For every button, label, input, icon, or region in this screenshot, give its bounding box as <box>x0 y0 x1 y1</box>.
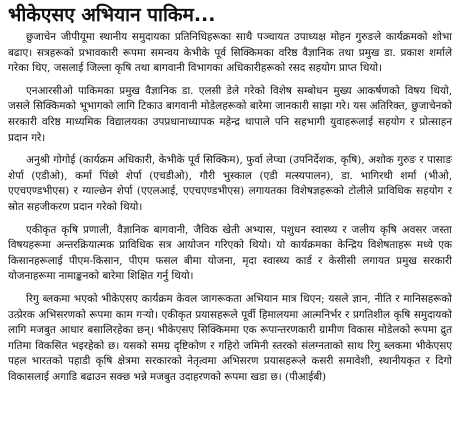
article-paragraph-4: एकीकृत कृषि प्रणाली, वैज्ञानिक बागवानी, जैविक खेती अभ्यास, पशुधन स्वास्थ्य र जलीय कृषि अवसर जस्ता विषयहरूमा अन्तरक्रियात्मक प्राविधिक सत्र आयोजन गरिएको थियो। यो कार्यक्रमका केन्द्रिय विशेषताहरू मध्ये एक किसानहरूलाई पीएम-किसान, पीएम फसल बीमा योजना, मृदा स्वास्थ्य कार्ड र केसीसी लगायत प्रमुख सरकारी योजनाहरूमा नामाङ्कनको बारेमा शिक्षित गर्नु थियो। <box>8 223 452 283</box>
article-paragraph-3: अनुश्री गोगोई (कार्यक्रम अधिकारी, केभीके पूर्व सिक्किम), फुर्वा लेप्चा (उपनिर्देशक, कृषि), अशोक गुरुङ र पासाङ शेर्पा (एडीओ), कर्मा पिंछो शेर्पा (एचडीओ), गौरी भुस्काल (एडी मत्स्यपालन), डा. भागिरथी शर्मा (भीओ, एएचएण्डभीएस) र ग्याल्छेन शेर्पा (एएलआई, एएचएण्डभीएस) लगायतका विशेषज्ञहरूको टोलीले प्राविधिक सहयोग र स्रोत सहजीकरण प्रदान गरेको थियो। <box>8 154 452 213</box>
article-paragraph-2: एनआरसीओ पाकिमका प्रमुख वैज्ञानिक डा. एलसी डेले गरेको विशेष सम्बोधन मुख्य आकर्षणको विषय थियो, जसले सिक्किमको भूभागको लागि टिकाउ बागवानी मोडेलहरूको बारेमा जानकारी साझा गरे। यस अतिरिक्त, छुजाचेनको सरकारी वरिष्ठ माध्यमिक विद्यालयका उपप्रधानाध्यापक महेन्द्र थापाले पनि सहभागी युवाहरूलाई सहयोग र प्रोत्साहन प्रदान गरे। <box>8 84 452 144</box>
article-paragraph-5: रिगु ब्लकमा भएको भीकेएसए कार्यक्रम केवल जागरूकता अभियान मात्र थिएन; यसले ज्ञान, नीति र मानिसहरूको उत्प्रेरक अभिसरणको रूपमा काम गऱ्यो। एकीकृत प्रयासहरूले पूर्वी हिमालयमा आत्मनिर्भर र प्रगतिशील कृषि समुदायको लागि मजबुत आधार बसालिरहेका छन्। भीकेएसए सिक्किममा एक रूपान्तरणकारी ग्रामीण विकास मोडेलको रूपमा द्रुत गतिमा विकसित भइरहेको छ। यसको समग्र दृष्टिकोण र गहिरो जमिनी स्तरको संलग्नताको साथ रिगु ब्लकमा भीकेएसए पहल भारतको पहाडी कृषि क्षेत्रमा सरकारको नेतृत्वमा अभिसरण प्रयासहरूले कसरी समावेशी, स्थानीयकृत र दिगो विकासलाई अगाडि बढाउन सक्छ भन्ने मजबुत उदाहरणको रूपमा खडा छ। (पीआईबी) <box>8 292 452 383</box>
article-body <box>8 30 452 385</box>
article-paragraph-1: छुजाचेन जीपीयूमा स्थानीय समुदायका प्रतिनिधिहरूका साथै पञ्चायत उपाध्यक्ष मोहन गुरुङले कार्यक्रमको शोभा बढाए। सत्रहरूको प्रभावकारी रूपमा समन्वय केभीके पूर्व सिक्किमका वरिष्ठ वैज्ञानिक तथा प्रमुख डा. प्रकाश शर्माले गरेका थिए, जसलाई जिल्ला कृषि तथा बागवानी विभागका अधिकारीहरूको रसद सहयोग प्राप्त थियो। <box>8 31 452 75</box>
article-headline: भीकेएसए अभियान पाकिम... <box>8 4 216 26</box>
